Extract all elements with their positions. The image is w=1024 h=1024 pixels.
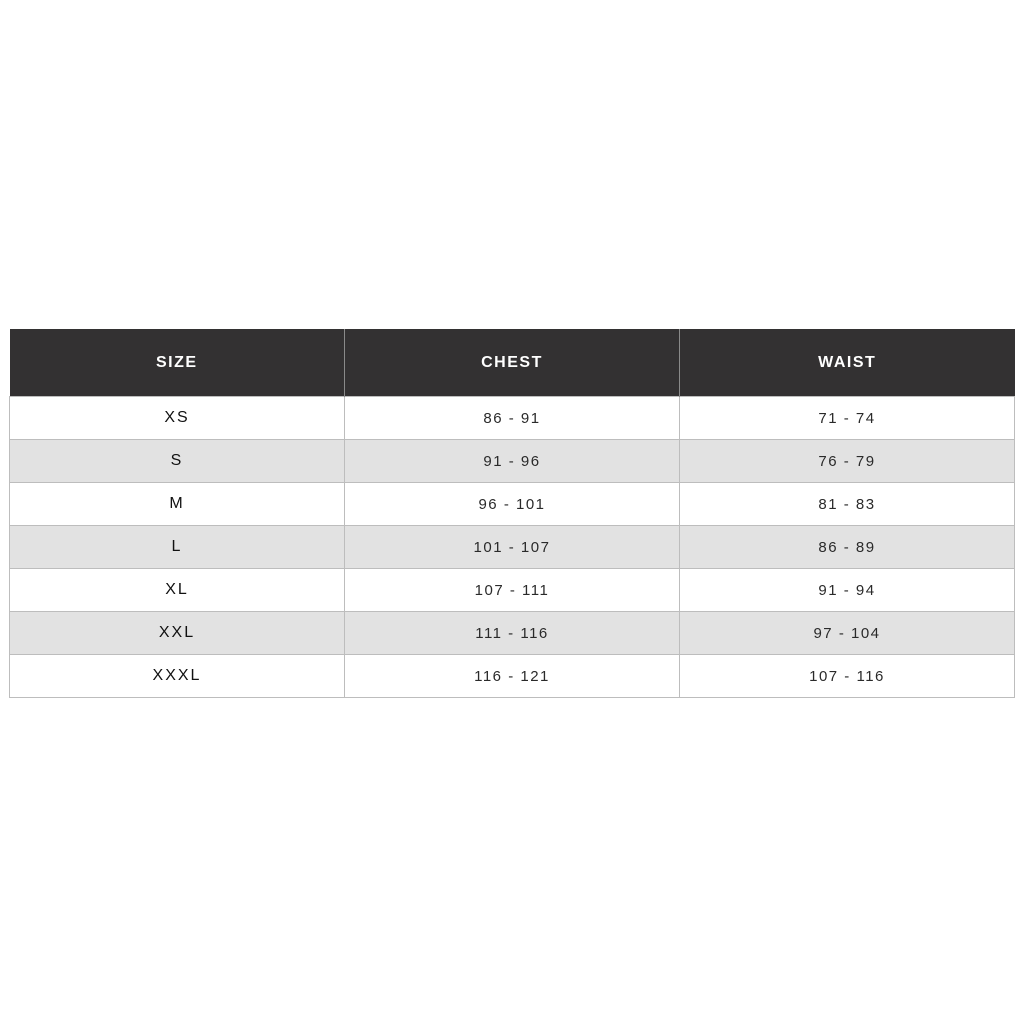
table-header (10, 329, 1015, 397)
waist-cell: 81 - 83 (680, 483, 1015, 526)
header-chest: CHEST (345, 329, 680, 397)
chest-cell: 86 - 91 (345, 397, 680, 440)
chest-cell: 96 - 101 (345, 483, 680, 526)
waist-cell: 97 - 104 (680, 612, 1015, 655)
size-cell: XL (10, 569, 345, 612)
table-row (10, 526, 1015, 569)
size-chart-table (9, 329, 1015, 698)
table-row (10, 397, 1015, 440)
size-cell: L (10, 526, 345, 569)
chest-cell: 101 - 107 (345, 526, 680, 569)
waist-cell: 71 - 74 (680, 397, 1015, 440)
table-row (10, 569, 1015, 612)
chest-cell: 111 - 116 (345, 612, 680, 655)
size-cell: M (10, 483, 345, 526)
waist-cell: 107 - 116 (680, 655, 1015, 698)
size-cell: XXL (10, 612, 345, 655)
header-row (10, 329, 1015, 397)
size-cell: XXXL (10, 655, 345, 698)
waist-cell: 76 - 79 (680, 440, 1015, 483)
size-cell: XS (10, 397, 345, 440)
chest-cell: 116 - 121 (345, 655, 680, 698)
waist-cell: 91 - 94 (680, 569, 1015, 612)
chest-cell: 107 - 111 (345, 569, 680, 612)
header-size: SIZE (10, 329, 345, 397)
table-row (10, 655, 1015, 698)
table-row (10, 483, 1015, 526)
waist-cell: 86 - 89 (680, 526, 1015, 569)
table-body (10, 397, 1015, 698)
table-row (10, 612, 1015, 655)
header-waist: WAIST (680, 329, 1015, 397)
chest-cell: 91 - 96 (345, 440, 680, 483)
size-cell: S (10, 440, 345, 483)
table-row (10, 440, 1015, 483)
